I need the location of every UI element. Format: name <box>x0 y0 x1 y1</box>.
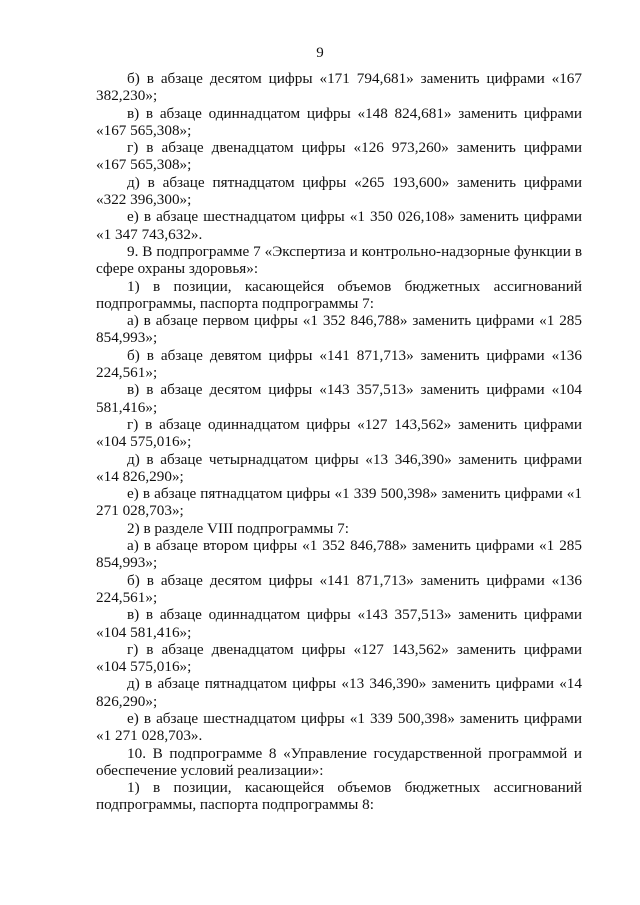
paragraph: е) в абзаце пятнадцатом цифры «1 339 500,398» заменить цифрами «1 271 028,703»; <box>96 485 582 520</box>
paragraph: е) в абзаце шестнадцатом цифры «1 350 026,108» заменить цифрами «1 347 743,632». <box>96 208 582 243</box>
paragraph: д) в абзаце четырнадцатом цифры «13 346,390» заменить цифрами «14 826,290»; <box>96 450 582 485</box>
paragraph: е) в абзаце шестнадцатом цифры «1 339 500,398» заменить цифрами «1 271 028,703». <box>96 709 582 745</box>
paragraph: в) в абзаце одиннадцатом цифры «148 824,681» заменить цифрами «167 565,308»; <box>96 104 582 139</box>
paragraph: 2) в разделе VIII подпрограммы 7: <box>127 519 349 537</box>
paragraph: д) в абзаце пятнадцатом цифры «13 346,390» заменить цифрами «14 826,290»; <box>96 675 582 710</box>
paragraph: г) в абзаце двенадцатом цифры «126 973,260» заменить цифрами «167 565,308»; <box>96 139 582 174</box>
paragraph: в) в абзаце десятом цифры «143 357,513» заменить цифрами «104 581,416»; <box>96 381 582 416</box>
paragraph: 9. В подпрограмме 7 «Экспертиза и контрольно-надзорные функции в сфере охраны здоровья»: <box>96 242 582 278</box>
document-body <box>96 70 582 814</box>
paragraph: г) в абзаце одиннадцатом цифры «127 143,562» заменить цифрами «104 575,016»; <box>96 415 582 451</box>
paragraph: 1) в позиции, касающейся объемов бюджетных ассигнований подпрограммы, паспорта подпрограммы 8: <box>96 779 582 814</box>
paragraph: а) в абзаце первом цифры «1 352 846,788» заменить цифрами «1 285 854,993»; <box>96 312 582 347</box>
paragraph: б) в абзаце девятом цифры «141 871,713» заменить цифрами «136 224,561»; <box>96 346 582 382</box>
paragraph: 10. В подпрограмме 8 «Управление государственной программой и обеспечение условий реализации»: <box>96 744 582 779</box>
paragraph: в) в абзаце одиннадцатом цифры «143 357,513» заменить цифрами «104 581,416»; <box>96 606 582 641</box>
paragraph: д) в абзаце пятнадцатом цифры «265 193,600» заменить цифрами «322 396,300»; <box>96 173 582 209</box>
paragraph: а) в абзаце втором цифры «1 352 846,788» заменить цифрами «1 285 854,993»; <box>96 537 582 572</box>
paragraph: б) в абзаце десятом цифры «141 871,713» заменить цифрами «136 224,561»; <box>96 571 582 606</box>
page-number: 9 <box>316 45 324 61</box>
paragraph: г) в абзаце двенадцатом цифры «127 143,562» заменить цифрами «104 575,016»; <box>96 640 582 676</box>
paragraph: 1) в позиции, касающейся объемов бюджетных ассигнований подпрограммы, паспорта подпрограммы 7: <box>96 277 582 312</box>
paragraph: б) в абзаце десятом цифры «171 794,681» заменить цифрами «167 382,230»; <box>96 70 582 105</box>
